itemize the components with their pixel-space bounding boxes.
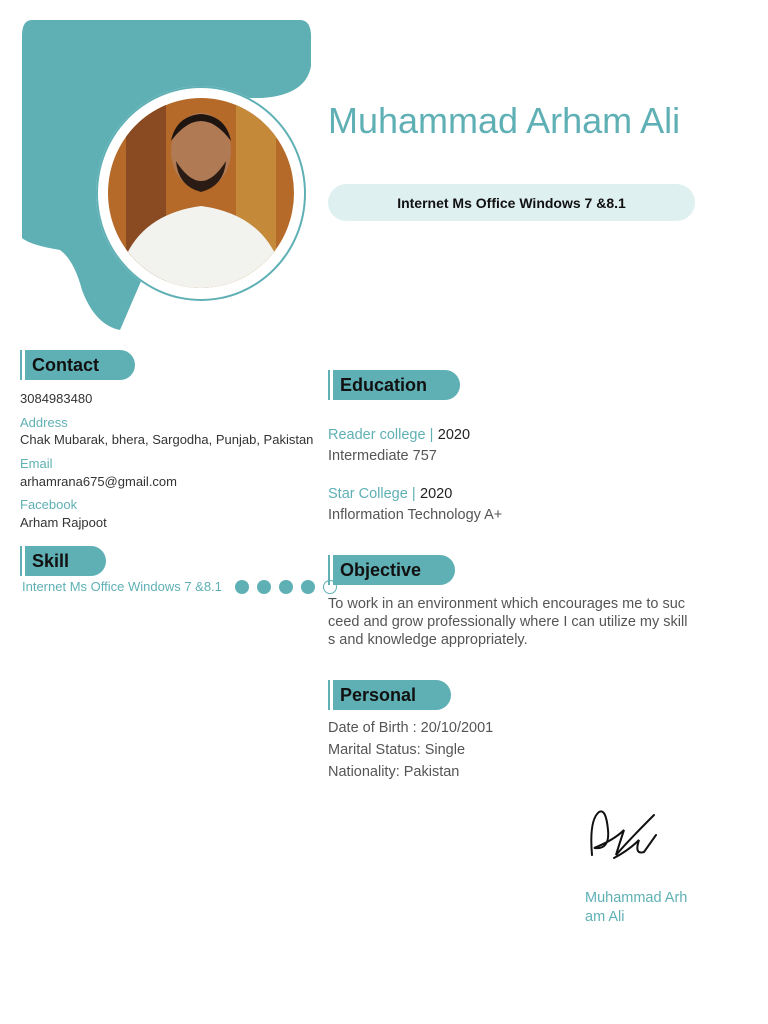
personal-heading-label: Personal — [333, 680, 451, 710]
objective-line-2: ceed and grow professionally where I can utilize my skill — [328, 614, 688, 630]
education-detail-1: Intermediate 757 — [328, 448, 437, 464]
school-year: 2020 — [420, 486, 453, 502]
skill-heading — [20, 546, 106, 576]
school-name: Star College | — [328, 486, 416, 502]
education-heading-label: Education — [333, 370, 460, 400]
contact-heading — [20, 350, 135, 380]
facebook-label: Facebook — [20, 497, 78, 512]
avatar-image — [106, 96, 296, 291]
phone-value: 3084983480 — [20, 391, 93, 406]
skill-heading-label: Skill — [25, 546, 106, 576]
email-value: arhamrana675@gmail.com — [20, 474, 177, 489]
rating-dot-filled — [301, 580, 315, 594]
objective-heading — [328, 555, 455, 585]
education-detail-2: Inflormation Technology A+ — [328, 507, 503, 523]
objective-line-3: s and knowledge appropriately. — [328, 632, 528, 648]
facebook-value: Arham Rajpoot — [20, 515, 107, 530]
school-name: Reader college | — [328, 427, 434, 443]
address-label: Address — [20, 415, 68, 430]
rating-dot-filled — [279, 580, 293, 594]
education-heading — [328, 370, 460, 400]
date-of-birth: Date of Birth : 20/10/2001 — [328, 720, 494, 736]
personal-heading — [328, 680, 451, 710]
person-name: Muhammad Arham Ali — [328, 100, 681, 141]
contact-heading-label: Contact — [25, 350, 135, 380]
skill-name: Internet Ms Office Windows 7 &8.1 — [22, 579, 222, 594]
skill-banner: Internet Ms Office Windows 7 &8.1 — [328, 184, 695, 221]
nationality: Nationality: Pakistan — [328, 764, 460, 780]
objective-heading-label: Objective — [333, 555, 455, 585]
address-value: Chak Mubarak, bhera, Sargodha, Punjab, Pakistan — [20, 432, 314, 447]
signature-name-line-1: Muhammad Arh — [585, 890, 688, 906]
profile-photo — [96, 86, 306, 301]
education-item-1 — [328, 426, 470, 444]
marital-status: Marital Status: Single — [328, 742, 466, 758]
rating-dot-filled — [235, 580, 249, 594]
school-year: 2020 — [437, 427, 471, 443]
education-item-2 — [328, 485, 452, 503]
email-label: Email — [20, 456, 53, 471]
signature-name-line-2: am Ali — [585, 909, 625, 925]
objective-line-1: To work in an environment which encourages me to suc — [328, 596, 686, 612]
signature-image — [584, 800, 664, 870]
rating-dot-filled — [257, 580, 271, 594]
